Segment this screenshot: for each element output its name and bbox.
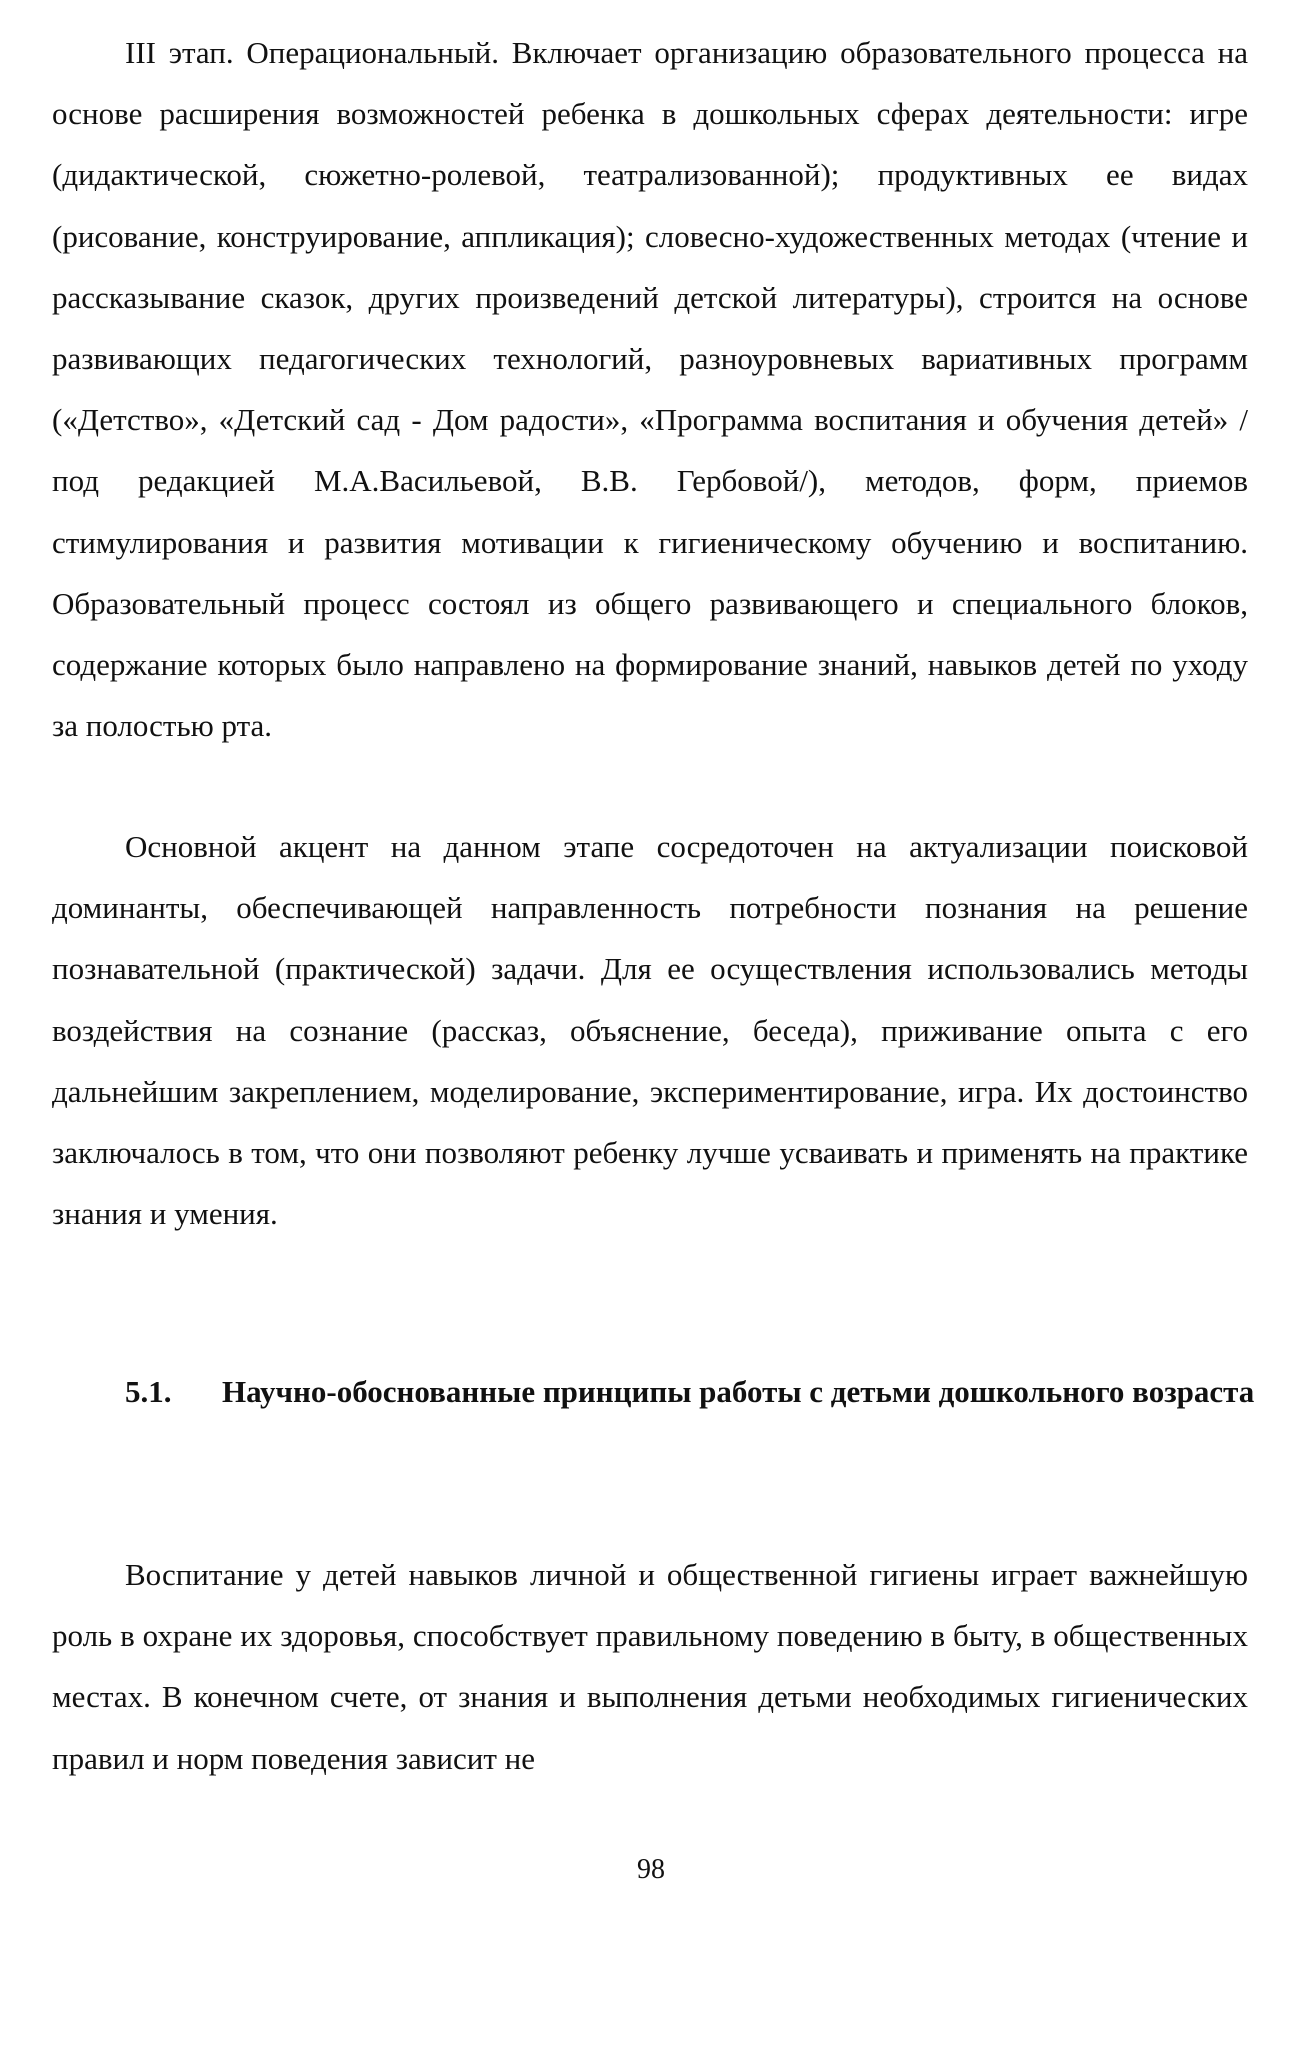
- paragraph-main-emphasis: Основной акцент на данном этапе сосредоточен на актуализации поисковой доминанты, обеспечивающей направленность потребности познания на решение познавательной (практической) задачи. Для ее осуществления использовались методы воздействия на сознание (рассказ, объяснение, беседа), приживание опыта с его дальнейшим закреплением, моделирование, экспериментирование, игра. Их достоинство заключалось в том, что они позволяют ребенку лучше усваивать и применять на практике знания и умения.: [52, 829, 1248, 1232]
- section-number: 5.1.: [125, 1374, 172, 1409]
- page-number: 98: [637, 1854, 665, 1885]
- section-title: Научно-обоснованные принципы работы с детьми дошкольного возраста: [222, 1374, 1255, 1409]
- section-heading: [125, 1361, 1255, 1422]
- paragraph-hygiene-education: Воспитание у детей навыков личной и общественной гигиены играет важнейшую роль в охране их здоровья, способствует правильному поведению в быту, в общественных местах. В конечном счете, от знания и выполнения детьми необходимых гигиенических правил и норм поведения зависит не: [52, 1557, 1248, 1776]
- paragraph-operational-stage: III этап. Операциональный. Включает организацию образовательного процесса на основе расширения возможностей ребенка в дошкольных сферах деятельности: игре (дидактической, сюжетно-ролевой, театрализованной); продуктивных ее видах (рисование, конструирование, аппликация); словесно-художественных методах (чтение и рассказывание сказок, других произведений детской литературы), строится на основе развивающих педагогических технологий, разноуровневых вариативных программ («Детство», «Детский сад - Дом радости», «Программа воспитания и обучения детей» /под редакцией М.А.Васильевой, В.В. Гербовой/), методов, форм, приемов стимулирования и развития мотивации к гигиеническому обучению и воспитанию. Образовательный процесс состоял из общего развивающего и специального блоков, содержание которых было направлено на формирование знаний, навыков детей по уходу за полостью рта.: [52, 35, 1248, 744]
